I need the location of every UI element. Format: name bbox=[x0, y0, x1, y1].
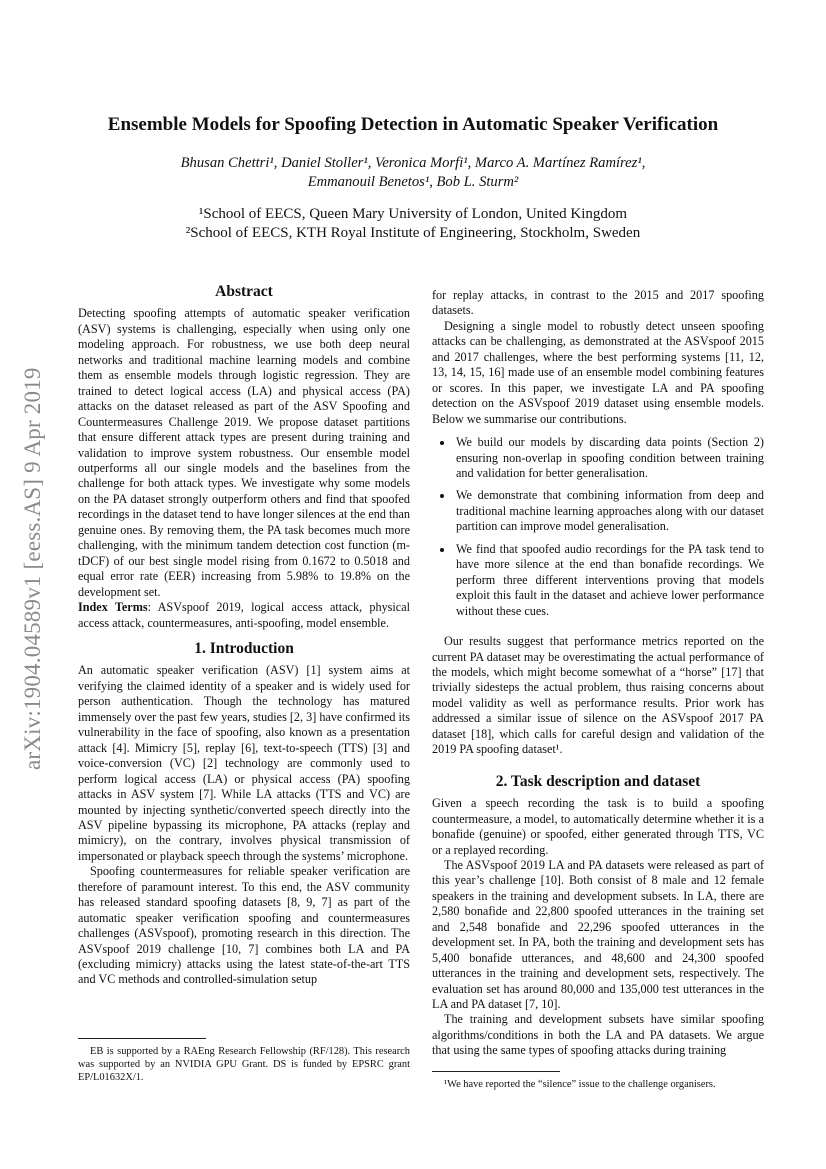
affiliation-1: ¹School of EECS, Queen Mary University of London, United Kingdom bbox=[198, 206, 628, 222]
task-heading: 2. Task description and dataset bbox=[495, 772, 701, 790]
index-terms bbox=[78, 600, 410, 631]
introduction-heading: 1. Introduction bbox=[194, 639, 294, 657]
paper-title: Ensemble Models for Spoofing Detection in Automatic Speaker Verification bbox=[107, 114, 719, 135]
affiliations bbox=[0, 205, 826, 243]
abstract-text: Detecting spoofing attempts of automatic speaker verification (ASV) systems is challenging, especially when using only one modeling approach. For robustness, we use both deep neural networks and traditional machine learning models and combine them as ensemble models through logistic regression. They are trained to detect logical access (LA) and physical access (PA) attacks on the dataset released as part of the ASV Spoofing and Countermeasures Challenge 2019. We propose dataset partitions that ensure different attack types are present during training and validation to improve system robustness. Our ensemble model outperforms all our single models and the baselines from the challenge for both attack types. We investigate why some models on the PA dataset strongly outperform others and find that spoofed recordings in the dataset tend to have longer silences at the end than genuine ones. By removing them, the PA task becomes much more challenging, with the minimum tandem detection cost function (m-tDCF) of our best single model rising from 0.1672 to 0.5018 and equal error rate (EER) increasing from 5.98% to 19.8% on the development set. bbox=[78, 306, 410, 599]
contributions-list bbox=[432, 435, 764, 626]
intro-paragraph-2: Spoofing countermeasures for reliable speaker verification are therefore of paramount interest. To this end, the ASV community has released standard spoofing datasets [8, 9, 7] as part of the automatic speaker verification spoofing and countermeasures challenges (ASVspoof), promoting research in this direction. The ASVspoof 2019 challenge [10, 7] combines both LA and PA (excluding mimicry) attacks using the latest state-of-the-art TTS and VC methods and controlled-simulation setup bbox=[78, 864, 410, 987]
right-footnote bbox=[432, 1059, 764, 1091]
task-paragraph-2: The ASVspoof 2019 LA and PA datasets were released as part of this year’s challenge [10]. Both consist of 8 male and 12 female speakers in the training and development subsets. In LA, there are 2,580 bonafide and 22,800 spoofed utterances in the training set and 2,548 bonafide and 22,296 spoofed utterances in the development set. In PA, both the training and development sets has 5,400 bonafide utterances, and 48,600 and 24,300 spoofed utterances in the training and development sets, respectively. The evaluation set has around 80,000 and 135,000 test utterances in the LA and PA dataset [7, 10]. bbox=[432, 857, 764, 1012]
funding-footnote: EB is supported by a RAEng Research Fellowship (RF/128). This research was supported by an NVIDIA GPU Grant. DS is funded by EPSRC grant EP/L01632X/1. bbox=[78, 1046, 410, 1083]
footnote-rule bbox=[432, 1071, 560, 1072]
authors-line-2: Emmanouil Benetos¹, Bob L. Sturm² bbox=[307, 174, 519, 190]
left-footnote bbox=[78, 1026, 410, 1084]
silence-footnote: ¹We have reported the “silence” issue to the challenge organisers. bbox=[444, 1078, 716, 1090]
intro-paragraph-5: Our results suggest that performance metrics reported on the current PA dataset may be overestimating the actual performance of the models, which might become somewhat of a “horse” [17] that trivially sidesteps the actual problem, thus raising concerns about model validity as well as performance results. Prior work has addressed a similar issue of silence on the ASVspoof 2017 PA dataset [18], which calls for careful design and validation of the 2019 PA spoofing dataset¹. bbox=[432, 634, 764, 757]
author-list bbox=[0, 154, 826, 192]
index-terms-text: : ASVspoof 2019, logical access attack, physical access attack, countermeasures, anti-spoofing, model ensemble. bbox=[78, 600, 410, 630]
contribution-item: • We build our models by discarding data points (Section 2) ensuring non-overlap in spoofing condition between training and validation for better generalisation. bbox=[454, 435, 764, 481]
contribution-item: • We find that spoofed audio recordings for the PA task tend to have more silence at the end than bonafide recordings. We perform three different interventions proving that models exploit this fault in the dataset and achieve lower performance without these cues. bbox=[454, 542, 764, 619]
task-paragraph-1: Given a speech recording the task is to build a spoofing countermeasure, a model, to automatically determine whether it is a bonafide (genuine) or spoofed, either generated through TTS, VC or a replayed recording. bbox=[432, 796, 764, 857]
intro-paragraph-3: for replay attacks, in contrast to the 2015 and 2017 spoofing datasets. bbox=[432, 288, 764, 318]
contribution-item: • We demonstrate that combining information from deep and traditional machine learning approaches along with our dataset partition can improve model generalisation. bbox=[454, 488, 764, 534]
footnote-rule bbox=[78, 1038, 206, 1039]
arxiv-identifier: arXiv:1904.04589v1 [eess.AS] 9 Apr 2019 bbox=[20, 367, 45, 770]
left-column bbox=[78, 284, 410, 1084]
index-terms-label: Index Terms bbox=[78, 600, 148, 615]
affiliation-2: ²School of EECS, KTH Royal Institute of Engineering, Stockholm, Sweden bbox=[185, 225, 641, 241]
intro-paragraph-1: An automatic speaker verification (ASV) [1] system aims at verifying the claimed identity of a speaker and is widely used for person authentication. Though the technology has matured immensely over the past few years, studies [2, 3] have confirmed its vulnerability in the face of spoofing, also known as a presentation attack [4]. Mimicry [5], replay [6], text-to-speech (TTS) [3] and voice-conversion (VC) [2] technology are commonly used to perform logical access (LA) or physical access (PA) spoofing attacks in ASV system [7]. While LA attacks (TTS and VC) are mounted by injecting synthetic/converted speech directly into the ASV pipeline bypassing its microphone, PA attacks (replay and mimicry), on the contrary, involves physical transmission of impersonated or playback speech through the systems’ microphone. bbox=[78, 663, 411, 863]
right-column bbox=[432, 288, 764, 1091]
authors-line-1: Bhusan Chettri¹, Daniel Stoller¹, Veronica Morfi¹, Marco A. Martínez Ramírez¹, bbox=[180, 155, 646, 171]
intro-paragraph-4: Designing a single model to robustly detect unseen spoofing attacks can be challenging, as demonstrated at the ASVspoof 2015 and 2017 challenges, where the best performing systems [11, 12, 13, 14, 15, 16] made use of an ensemble model combining features or scores. In this paper, we investigate LA and PA spoofing detection on the ASVspoof 2019 dataset using ensemble models. Below we summarise our contributions. bbox=[432, 318, 764, 426]
task-paragraph-3: The training and development subsets have similar spoofing algorithms/conditions in both the LA and PA datasets. We argue that using the same types of spoofing attacks during training bbox=[432, 1012, 764, 1058]
abstract-heading: Abstract bbox=[215, 283, 273, 300]
